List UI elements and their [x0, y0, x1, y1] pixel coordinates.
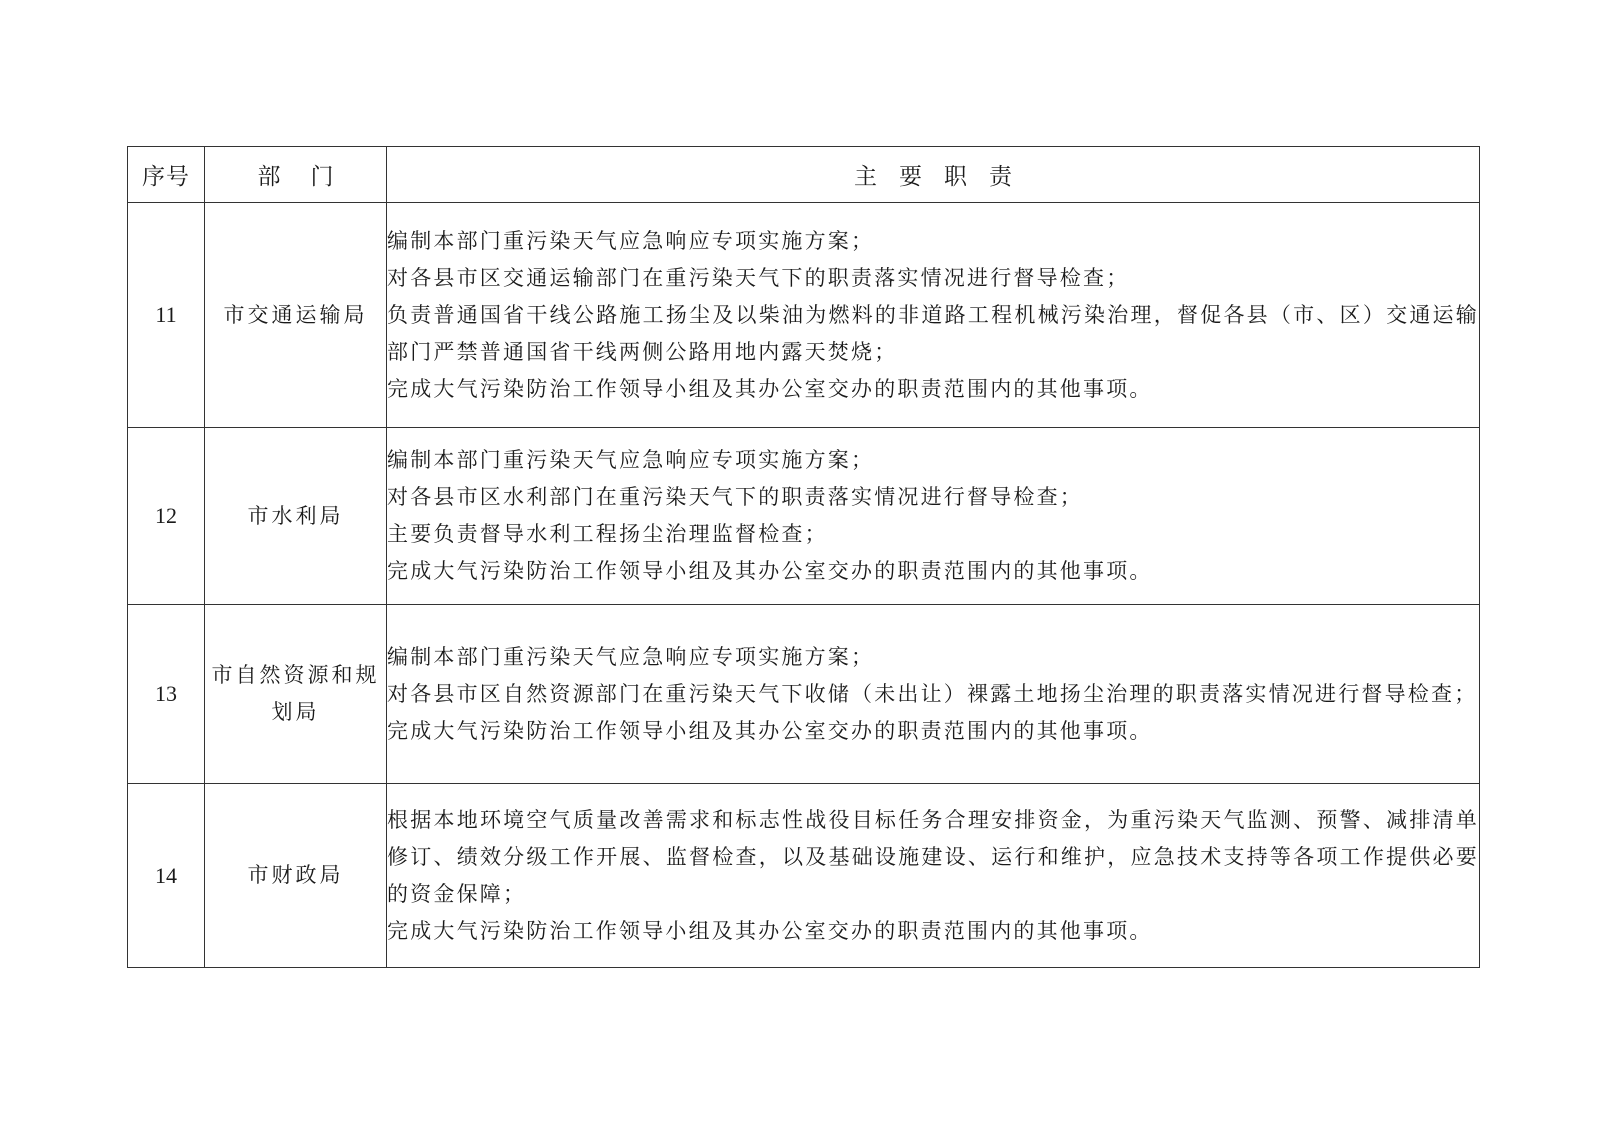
duty-item: 编制本部门重污染天气应急响应专项实施方案； [387, 644, 875, 669]
row-seq: 13 [128, 605, 205, 784]
duty-item: 完成大气污染防治工作领导小组及其办公室交办的职责范围内的其他事项。 [387, 376, 1153, 401]
row-seq: 14 [128, 784, 205, 968]
row-dept: 市交通运输局 [205, 203, 387, 428]
row-duties [387, 428, 1480, 605]
header-dept: 部门 [205, 147, 387, 203]
duty-item: 主要负责督导水利工程扬尘治理监督检查； [387, 522, 828, 546]
duty-item: 负责普通国省干线公路施工扬尘及以柴油为燃料的非道路工程机械污染治理，督促各县（市、区）交通运输部门严禁普通国省干线两侧公路用地内露天焚烧； [387, 302, 1479, 364]
duty-item: 对各县市区交通运输部门在重污染天气下的职责落实情况进行督导检查； [387, 265, 1130, 290]
duty-item: 完成大气污染防治工作领导小组及其办公室交办的职责范围内的其他事项。 [387, 559, 1153, 583]
duty-item: 完成大气污染防治工作领导小组及其办公室交办的职责范围内的其他事项。 [387, 718, 1153, 743]
table-row [128, 428, 1480, 605]
row-dept: 市水利局 [205, 428, 387, 605]
duty-item: 根据本地环境空气质量改善需求和标志性战役目标任务合理安排资金，为重污染天气监测、预警、减排清单修订、绩效分级工作开展、监督检查，以及基础设施建设、运行和维护，应急技术支持等各项工作提供必要的资金保障； [387, 807, 1479, 906]
row-dept: 市自然资源和规划局 [205, 605, 387, 784]
table-row [128, 605, 1480, 784]
row-duties [387, 605, 1480, 784]
duty-item: 编制本部门重污染天气应急响应专项实施方案； [387, 228, 875, 253]
header-seq: 序号 [128, 147, 205, 203]
row-dept: 市财政局 [205, 784, 387, 968]
table-row [128, 203, 1480, 428]
duty-item: 完成大气污染防治工作领导小组及其办公室交办的职责范围内的其他事项。 [387, 918, 1153, 943]
row-seq: 12 [128, 428, 205, 605]
row-duties [387, 784, 1480, 968]
responsibilities-table [127, 146, 1480, 968]
duty-item: 对各县市区自然资源部门在重污染天气下收储（未出让）裸露土地扬尘治理的职责落实情况进行督导检查； [387, 681, 1478, 706]
table-row [128, 784, 1480, 968]
duty-item: 对各县市区水利部门在重污染天气下的职责落实情况进行督导检查； [387, 485, 1083, 509]
duty-item: 编制本部门重污染天气应急响应专项实施方案； [387, 448, 875, 472]
header-duties: 主要职责 [387, 147, 1480, 203]
row-duties [387, 203, 1480, 428]
table-header-row [128, 147, 1480, 203]
row-seq: 11 [128, 203, 205, 428]
